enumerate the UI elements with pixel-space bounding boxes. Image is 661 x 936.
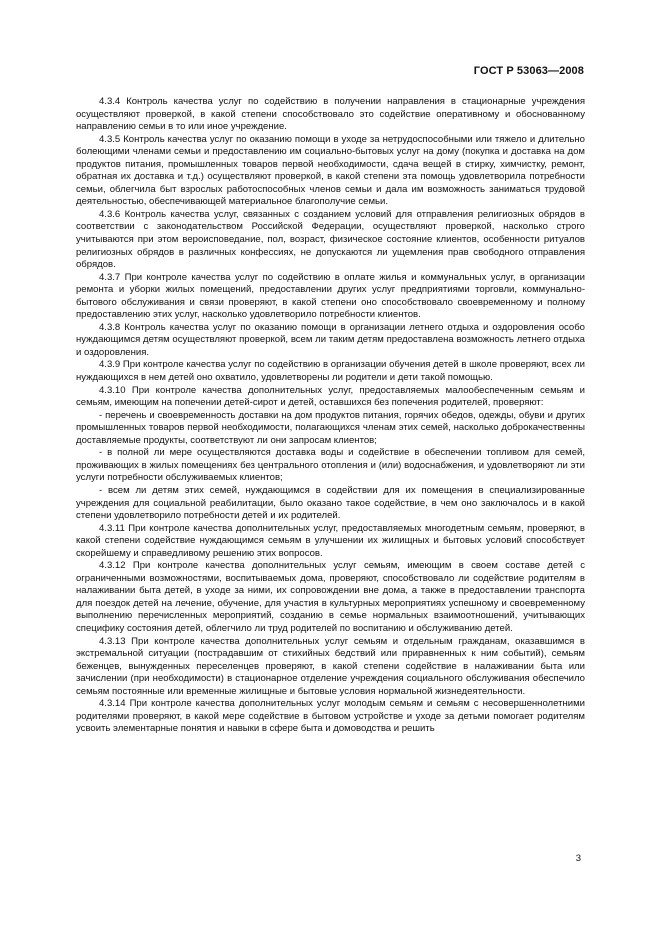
paragraph-4-3-6: 4.3.6 Контроль качества услуг, связанных с созданием условий для отправления религиозных обрядов в соответствии с законодательством Российской Федерации, осуществляют проверкой, насколько строго учитываются при этом вероисповедание, пол, возраст, физическое состояние клиентов, особенности ритуалов религиозных обрядов в различных конфессиях, не допускаются ли ущемления прав свободного отправления обрядов.	[76, 208, 585, 271]
list-item-water-fuel: - в полной ли мере осуществляются доставка воды и содействие в обеспечении топливом для семей, проживающих в жилых помещениях без центрального отопления и (или) водоснабжения, и удовлетворяют ли эти услуги потребности обслуживаемых клиентов;	[76, 447, 585, 484]
paragraph-4-3-5: 4.3.5 Контроль качества услуг по оказанию помощи в уходе за нетрудоспособными или тяжело и длительно болеющими членами семьи и предоставлению им социально-бытовых услуг на дому (покупка и доставка на дом продуктов питания, промышленных товаров первой необходимости, сдача вещей в стирку, химчистку, ремонт, обратная их доставка и т.д.) осуществляют проверкой, в какой степени эта помощь удовлетворила потребности семьи, облегчила быт взрослых работоспособных членов семьи и дала им возможность заниматься трудовой деятельностью, обеспечивающей материальное благополучие семьи.	[76, 133, 585, 208]
paragraph-4-3-7: 4.3.7 При контроле качества услуг по содействию в оплате жилья и коммунальных услуг, в организации ремонта и уборки жилых помещений, предоставлении других услуг предприятиями торговли, коммунально-бытового обслуживания и связи проверяют, в какой степени оно способствовало своевременному и полному предоставлению этих услуг, насколько удовлетворило потребности клиентов.	[76, 271, 585, 321]
list-item-delivery: - перечень и своевременность доставки на дом продуктов питания, горячих обедов, одежды, обуви и других промышленных товаров первой необходимости, полагающихся членам этих семей, насколько доброкачественны доставляемые продукты, соответствуют ли они запросам клиентов;	[76, 409, 585, 446]
paragraph-4-3-12: 4.3.12 При контроле качества дополнительных услуг семьям, имеющим в своем составе детей с ограниченными возможностями, воспитываемых дома, проверяют, способствовало ли содействие родителям в налаживании быта детей, в уходе за ними, их сопровождении вне дома, а также в предоставлении транспорта для поездок детей на лечение, обучение, для участия в культурных мероприятиях успешному и своевременному выполнению перечисленных мероприятий, созданию в семье нормальных взаимоотношений, учитывающих специфику состояния детей, облегчило ли труд родителей по воспитанию и обслуживанию детей.	[76, 560, 585, 634]
page-number: 3	[575, 853, 581, 864]
paragraph-4-3-8: 4.3.8 Контроль качества услуг по оказанию помощи в организации летнего отдыха и оздоровления особо нуждающимся детям осуществляют проверкой, всем ли таким детям предоставлена возможность летнего отдыха и оздоровления.	[76, 321, 585, 358]
body-text	[76, 96, 585, 736]
paragraph-4-3-11: 4.3.11 При контроле качества дополнительных услуг, предоставляемых многодетным семьям, проверяют, в какой степени содействие нуждающимся семьям в улучшении их жилищных и бытовых условий способствует скорейшему и справедливому решению этих вопросов.	[76, 522, 585, 559]
paragraph-4-3-14: 4.3.14 При контроле качества дополнительных услуг молодым семьям и семьям с несовершеннолетними родителями проверяют, в какой мере содействие в бытовом устройстве и уходе за детьми помогает родителям усвоить элементарные понятия и навыки в сфере быта и домоводства и решить	[76, 698, 585, 735]
list-item-rehabilitation: - всем ли детям этих семей, нуждающимся в содействии для их помещения в специализированные учреждения для социальной реабилитации, было оказано такое содействие, в чем оно заключалось и в какой степени удовлетворило потребности детей и их родителей.	[76, 484, 585, 522]
paragraph-4-3-9: 4.3.9 При контроле качества услуг по содействию в организации обучения детей в школе проверяют, всех ли нуждающихся в нем детей оно охватило, удовлетворены ли родители и дети такой помощью.	[76, 359, 585, 384]
standard-designation: ГОСТ Р 53063—2008	[473, 65, 584, 77]
paragraph-4-3-4: 4.3.4 Контроль качества услуг по содействию в получении направления в стационарные учреждения осуществляют проверкой, в какой степени способствовало это содействие оперативному и обоснованному направлению семьи в то или иное учреждение.	[76, 96, 585, 133]
paragraph-4-3-10: 4.3.10 При контроле качества дополнительных услуг, предоставляемых малообеспеченным семьям и семьям, имеющим на попечении детей-сирот и детей, оставшихся без попечения родителей, проверяют:	[76, 384, 585, 409]
paragraph-4-3-13: 4.3.13 При контроле качества дополнительных услуг семьям и отдельным гражданам, оказавшимся в экстремальной ситуации (пострадавшим от стихийных бедствий или приравненных к ним событий), семьям беженцев, вынужденных переселенцев проверяют, в какой степени содействие в налаживании быта или зачислении (при необходимости) в стационарное отделение учреждения социального обслуживания обеспечило семьям постоянные или временные жилищные и бытовые условия нормальной жизнедеятельности.	[76, 635, 585, 697]
